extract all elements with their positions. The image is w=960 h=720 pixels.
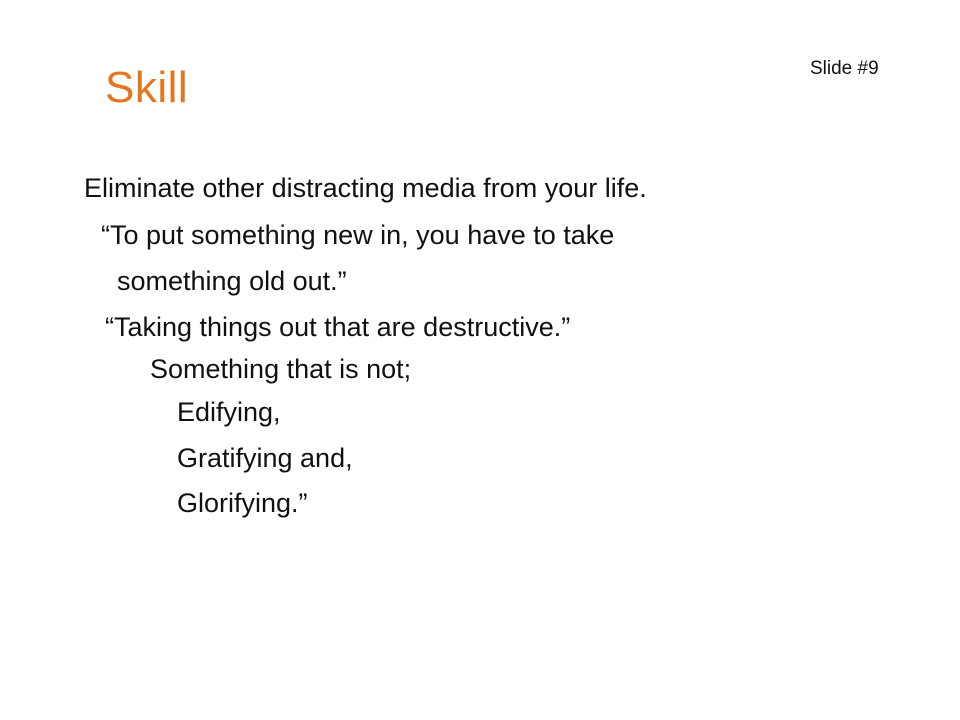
slide-number: Slide #9 (810, 58, 879, 79)
body-line: Edifying, (177, 397, 281, 427)
body-line: something old out.” (117, 266, 347, 296)
body-line: Eliminate other distracting media from your life. (84, 173, 647, 203)
body-line: “To put something new in, you have to take (101, 220, 615, 250)
slide-title: Skill (105, 63, 189, 112)
body-line: Gratifying and, (177, 443, 353, 473)
body-line: Glorifying.” (177, 488, 308, 518)
body-line: Something that is not; (150, 354, 412, 384)
body-line: “Taking things out that are destructive.” (105, 312, 571, 342)
